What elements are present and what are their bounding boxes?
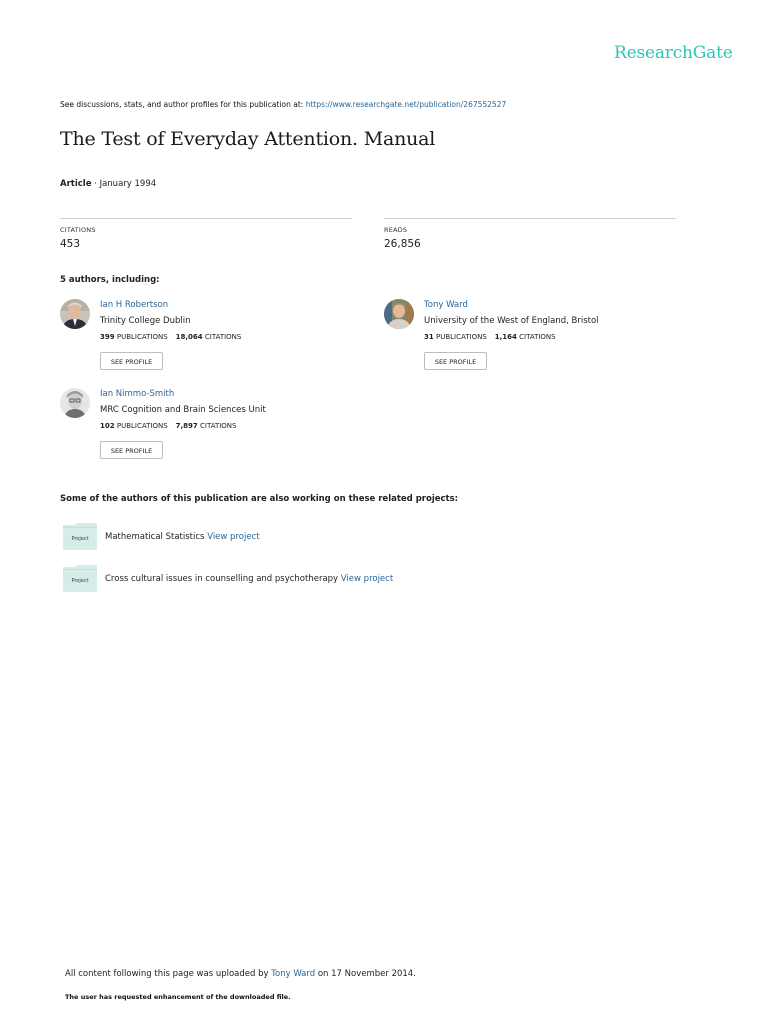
project-name: Cross cultural issues in counselling and psychotherapy [105,574,339,584]
avatar-photo-icon [384,299,414,329]
upload-suffix: on 17 November 2014. [315,969,416,979]
publications-count: 31 [424,333,434,341]
author-stats [424,333,556,341]
author-name-ward[interactable]: Tony Ward [424,300,468,310]
citations-label: CITATIONS [60,226,96,234]
avatar-photo-icon [60,299,90,329]
publication-meta [60,179,156,189]
author-institution: MRC Cognition and Brain Sciences Unit [100,405,266,415]
publication-date: · January 1994 [91,179,157,189]
project-icon-label: Project [71,578,89,584]
author-citations-count: 18,064 [175,333,203,341]
project-item [105,532,260,542]
publication-title: The Test of Everyday Attention. Manual [60,128,436,150]
author-name-robertson[interactable]: Ian H Robertson [100,300,169,310]
reads-divider [384,218,676,219]
reads-label: READS [384,226,408,234]
project-folder-icon[interactable] [63,565,96,591]
avatar-photo-icon [60,388,90,418]
author-stats [100,422,237,430]
see-profile-button[interactable]: SEE PROFILE [100,441,163,459]
project-folder-icon[interactable] [63,523,96,549]
project-name: Mathematical Statistics [105,532,205,542]
author-citations-count: 7,897 [175,422,198,430]
author-stats [100,333,241,341]
author-citations-count: 1,164 [494,333,517,341]
author-avatar-robertson[interactable] [60,299,90,329]
publications-label: PUBLICATIONS [116,422,168,430]
project-icon-label: Project [71,536,89,542]
publications-label: PUBLICATIONS [116,333,168,341]
citations-divider [60,218,352,219]
publication-url-link[interactable]: https://www.researchgate.net/publication/267552527 [305,100,507,109]
publications-label: PUBLICATIONS [435,333,487,341]
view-project-link[interactable]: View project [207,532,260,542]
author-avatar-ward[interactable] [384,299,414,329]
see-profile-button[interactable]: SEE PROFILE [424,352,487,370]
author-institution: University of the West of England, Bristol [424,316,599,326]
view-project-link[interactable]: View project [340,574,394,584]
publication-type: Article [60,179,92,189]
publications-count: 399 [100,333,115,341]
project-item [105,574,393,584]
reads-count: 26,856 [384,238,421,250]
related-projects-heading: Some of the authors of this publication are also working on these related projects: [60,494,459,504]
author-institution: Trinity College Dublin [100,316,191,326]
author-citations-label: CITATIONS [204,333,242,341]
publications-count: 102 [100,422,115,430]
uploader-link[interactable]: Tony Ward [271,969,316,979]
author-name-nimmo-smith[interactable]: Ian Nimmo-Smith [100,389,175,399]
researchgate-logo[interactable]: ResearchGate [614,43,733,63]
upload-notice [65,969,416,979]
upload-prefix: All content following this page was uploaded by [65,969,272,979]
see-profile-button[interactable]: SEE PROFILE [100,352,163,370]
author-citations-label: CITATIONS [200,422,237,430]
author-citations-label: CITATIONS [519,333,556,341]
authors-heading: 5 authors, including: [60,275,160,285]
discussion-notice [60,100,506,109]
citations-count: 453 [60,238,81,250]
discussion-notice-text: See discussions, stats, and author profiles for this publication at: [60,100,306,109]
enhancement-notice: The user has requested enhancement of the downloaded file. [65,993,291,1001]
author-avatar-nimmo-smith[interactable] [60,388,90,418]
